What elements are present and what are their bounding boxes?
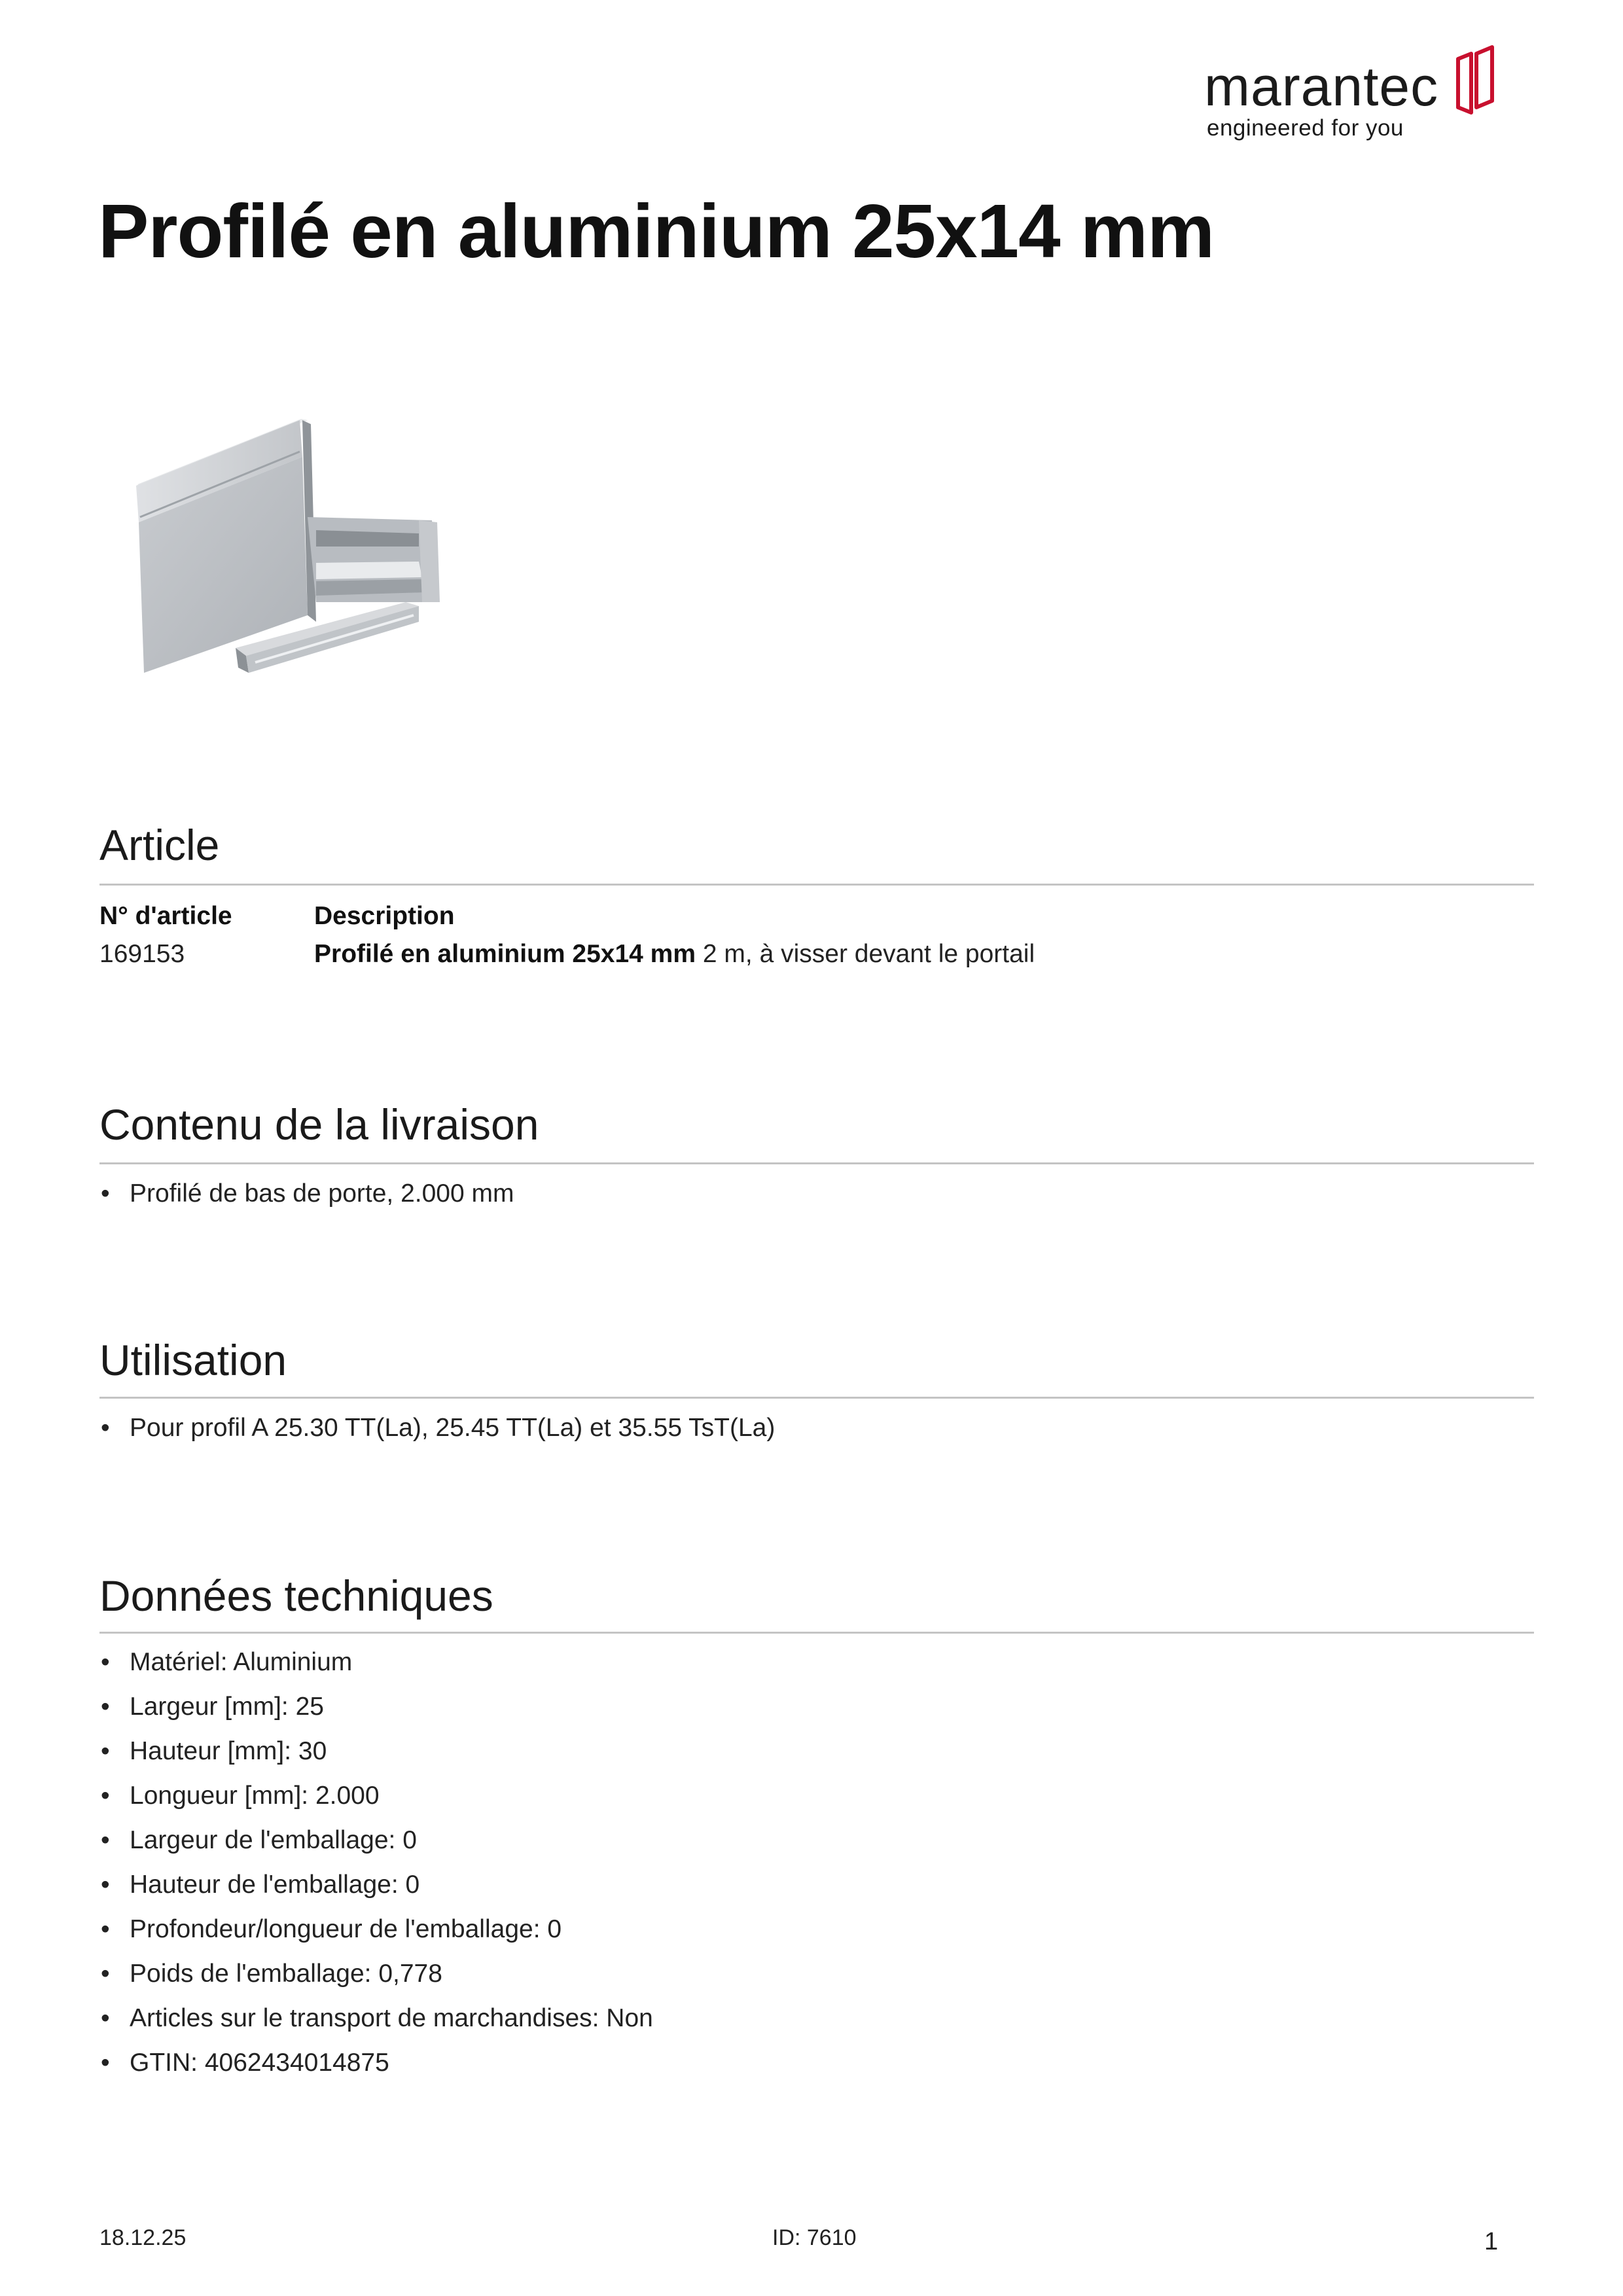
article-description-rest: 2 m, à visser devant le portail <box>696 940 1035 968</box>
list-item: • Articles sur le transport de marchandises: Non <box>99 1996 653 2041</box>
list-item: • Profondeur/longueur de l'emballage: 0 <box>99 1907 653 1952</box>
divider <box>99 1397 1534 1399</box>
divider <box>99 1162 1534 1164</box>
article-number-header: N° d'article <box>99 902 232 930</box>
article-heading: Article <box>99 821 220 869</box>
article-number: 169153 <box>99 940 185 968</box>
technical-list <box>99 1640 653 2085</box>
product-image <box>131 406 458 707</box>
list-item: • Largeur de l'emballage: 0 <box>99 1818 653 1863</box>
footer-date: 18.12.25 <box>99 2225 187 2250</box>
divider <box>99 884 1534 886</box>
logo-wordmark: marantec <box>1204 56 1439 117</box>
list-item: • GTIN: 4062434014875 <box>99 2041 653 2085</box>
article-description-header: Description <box>314 902 455 930</box>
list-item: • Hauteur [mm]: 30 <box>99 1729 653 1774</box>
page-number: 1 <box>1484 2228 1499 2255</box>
divider <box>99 1632 1534 1634</box>
technical-heading: Données techniques <box>99 1571 493 1620</box>
logo-tagline: engineered for you <box>1207 115 1404 141</box>
list-item: • Longueur [mm]: 2.000 <box>99 1774 653 1818</box>
list-item: • Largeur [mm]: 25 <box>99 1685 653 1729</box>
logo-mark-icon <box>1453 45 1499 117</box>
footer-id: ID: 7610 <box>772 2225 857 2250</box>
list-item: • Poids de l'emballage: 0,778 <box>99 1952 653 1996</box>
article-description-bold: Profilé en aluminium 25x14 mm <box>314 940 696 968</box>
usage-heading: Utilisation <box>99 1336 287 1384</box>
brand-logo <box>1204 45 1505 149</box>
page-title: Profilé en aluminium 25x14 mm <box>98 188 1215 274</box>
list-item: • Matériel: Aluminium <box>99 1640 653 1685</box>
usage-list <box>99 1406 775 1450</box>
delivery-list <box>99 1172 514 1216</box>
list-item: • Pour profil A 25.30 TT(La), 25.45 TT(La) et 35.55 TsT(La) <box>99 1406 775 1450</box>
list-item: • Hauteur de l'emballage: 0 <box>99 1863 653 1907</box>
article-description <box>314 941 1035 967</box>
list-item: • Profilé de bas de porte, 2.000 mm <box>99 1172 514 1216</box>
delivery-heading: Contenu de la livraison <box>99 1100 539 1149</box>
